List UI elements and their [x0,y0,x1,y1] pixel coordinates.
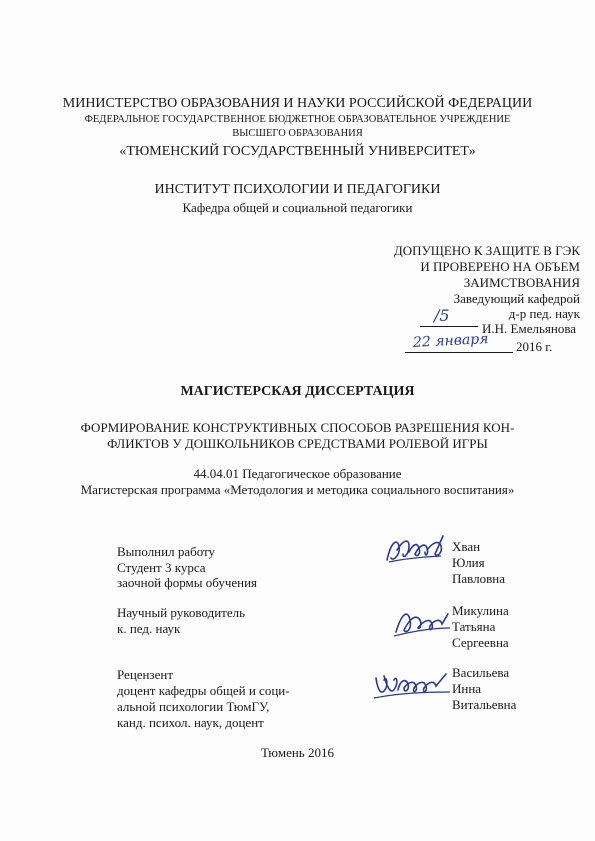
reviewer-firstname: Инна [452,681,482,696]
reviewer-signature [372,668,452,704]
specialty-code: 44.04.01 Педагогическое образование [193,466,402,481]
author-patronymic: Павловна [452,571,505,586]
institution-type-line1: ФЕДЕРАЛЬНОЕ ГОСУДАРСТВЕННОЕ БЮДЖЕТНОЕ ОБРАЗОВАТЕЛЬНОЕ УЧРЕЖДЕНИЕ [84,114,511,125]
author-label1: Выполнил работу [117,544,216,559]
university-name: «ТЮМЕНСКИЙ ГОСУДАРСТВЕННЫЙ УНИВЕРСИТЕТ» [119,144,476,159]
approval-degree: д-р пед. наук [508,306,580,321]
supervisor-firstname: Татьяна [452,619,496,634]
institution-type-line2: ВЫСШЕГО ОБРАЗОВАНИЯ [232,128,363,139]
approval-year: 2016 г. [516,339,553,354]
city-year: Тюмень 2016 [261,745,334,760]
approval-role: Заведующий кафедрой [453,291,580,306]
ministry-name: МИНИСТЕРСТВО ОБРАЗОВАНИЯ И НАУКИ РОССИЙСКОЙ ФЕДЕРАЦИИ [62,96,533,111]
master-program: Магистерская программа «Методология и методика социального воспитания» [80,482,515,497]
author-surname: Хван [452,539,481,554]
supervisor-label2: к. пед. наук [117,621,181,636]
head-signature-line [420,306,478,327]
department-name: Кафедра общей и социальной педагогики [182,200,413,215]
reviewer-label3: альной психологии ТюмГУ, [117,699,270,714]
supervisor-label1: Научный руководитель [117,605,246,620]
thesis-title-line1: ФОРМИРОВАНИЕ КОНСТРУКТИВНЫХ СПОСОБОВ РАЗРЕШЕНИЯ КОН- [80,420,515,435]
reviewer-patronymic: Витальевна [452,697,517,712]
author-firstname: Юлия [452,555,485,570]
reviewer-label1: Рецензент [117,667,174,682]
supervisor-signature [392,606,452,640]
approval-line1: ДОПУЩЕНО К ЗАЩИТЕ В ГЭК [393,243,580,258]
thesis-title-line2: ФЛИКТОВ У ДОШКОЛЬНИКОВ СРЕДСТВАМИ РОЛЕВОЙ ИГРЫ [107,436,488,451]
author-signature [383,532,447,568]
supervisor-patronymic: Сергеевна [452,635,509,650]
thesis-type: МАГИСТЕРСКАЯ ДИССЕРТАЦИЯ [180,384,415,399]
institute-name: ИНСТИТУТ ПСИХОЛОГИИ И ПЕДАГОГИКИ [154,182,441,197]
approval-line3: ЗАИМСТВОВАНИЯ [463,275,580,290]
supervisor-surname: Микулина [452,603,509,618]
approval-date-handwritten: 22 января [412,331,489,351]
reviewer-label2: доцент кафедры общей и соци- [117,683,290,698]
approval-line2: И ПРОВЕРЕНО НА ОБЪЕМ [420,259,580,274]
approval-date-line [405,331,513,353]
author-label2: Студент 3 курса [117,560,206,575]
approval-name: И.Н. Емельянова [482,321,577,336]
author-label3: заочной формы обучения [117,575,258,590]
reviewer-surname: Васильева [452,665,510,680]
reviewer-label4: канд. психол. наук, доцент [117,715,264,730]
head-signature-mark: /5 [434,306,450,325]
